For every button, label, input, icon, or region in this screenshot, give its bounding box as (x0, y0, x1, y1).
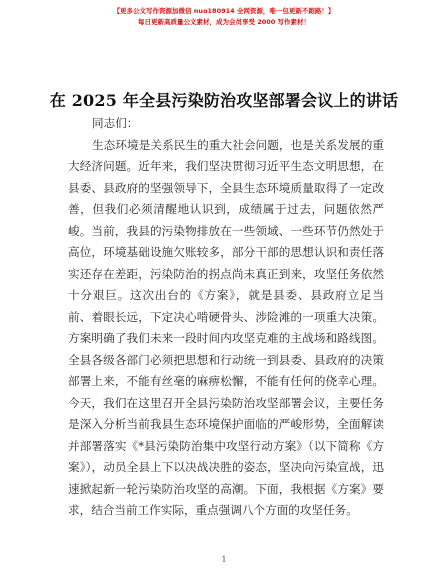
greeting: 同志们： (92, 116, 139, 130)
promo-banner (0, 6, 448, 28)
body-paragraph: 生态环境是关系民生的重大社会问题，也是关系发展的重大经济问题。近年来，我们坚决贯彻习近平生态文明思想，在县委、县政府的坚强领导下，全县生态环境质量取得了一定改善，但我们必须清醒地认识到，成绩属于过去，问题依然严峻。当前，我县的污染物排放在一些领域、一些环节仍然处于高位，环境基础设施欠账较多，部分干部的思想认识和责任落实还存在差距，污染防治的拐点尚未真正到来，攻坚任务依然十分艰巨。这次出台的《方案》，就是县委、县政府立足当前、着眼长远，下定决心啃硬骨头、涉险滩的一项重大决策。方案明确了我们未来一段时间内攻坚克难的主战场和路线图。全县各级各部门必须把思想和行动统一到县委、县政府的决策部署上来，不能有丝毫的麻痹松懈，不能有任何的侥幸心理。今天，我们在这里召开全县污染防治攻坚部署会议，主要任务是深入分析当前我县生态环境保护面临的严峻形势，全面解读并部署落实《*县污染防治集中攻坚行动方案》（以下简称《方案》），动员全县上下以决战决胜的姿态，坚决向污染宣战，迅速掀起新一轮污染防治攻坚的高潮。下面，我根据《方案》要求，结合当前工作实际，重点强调八个方面的攻坚任务。 (68, 137, 384, 517)
document-title: 在 2025 年全县污染防治攻坚部署会议上的讲话 (49, 91, 399, 110)
page-number: 1 (221, 555, 227, 564)
promo-line-1: 【更多公文写作资源加微信 nuo180914 全网资源，唯一包更新不跑路！】 (113, 7, 335, 15)
document-body (68, 113, 384, 522)
promo-line-2: 每日更新高质量公文素材，成为会员享受 2000 写作素材！ (137, 18, 311, 26)
